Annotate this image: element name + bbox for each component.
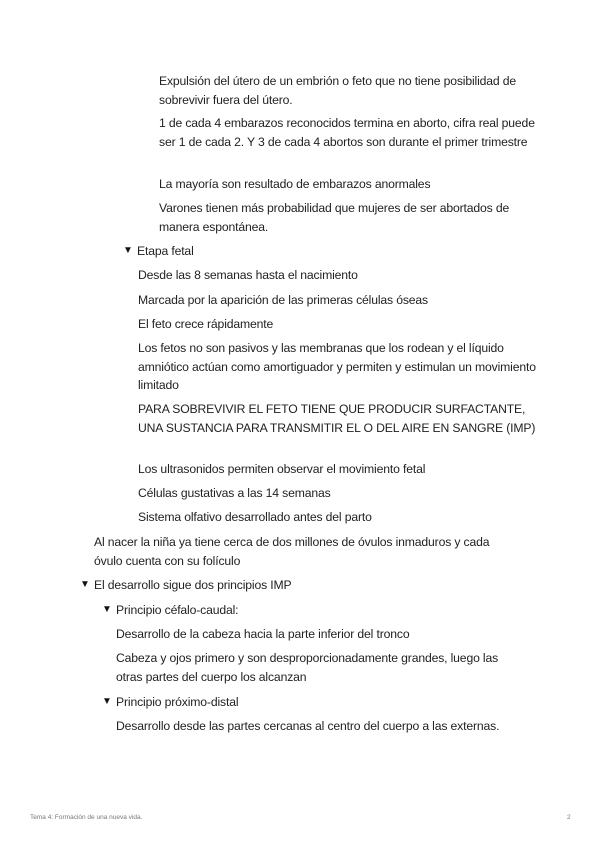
etapa-fetal-item-start: Desde las 8 semanas hasta el nacimiento [138, 268, 358, 282]
cefalo-caudal-heading[interactable]: Principio céfalo-caudal: [116, 603, 239, 617]
footer-page-number: 2 [567, 814, 571, 821]
etapa-fetal-heading[interactable]: Etapa fetal [137, 244, 194, 258]
principios-heading[interactable]: El desarrollo sigue dos principios IMP [94, 578, 292, 592]
etapa-fetal-item-growth: El feto crece rápidamente [138, 317, 274, 331]
cefalo-caudal-item-direction: Desarrollo de la cabeza hacia la parte inferior del tronco [116, 627, 410, 641]
proximo-distal-item-direction: Desarrollo desde las partes cercanas al centro del cuerpo a las externas. [116, 719, 500, 733]
ovulos-note: Al nacer la niña ya tiene cerca de dos millones de óvulos inmaduros y cada óvulo cuenta con su folículo [94, 535, 490, 568]
etapa-fetal-item-ultrasound: Los ultrasonidos permiten observar el movimiento fetal [138, 462, 426, 476]
etapa-fetal-toggle-icon[interactable]: ▼ [123, 245, 133, 256]
footer-doc-title: Tema 4: Formación de una nueva vida. [30, 814, 143, 821]
aborto-item-causes: La mayoría son resultado de embarazos anormales [159, 177, 431, 191]
etapa-fetal-item-taste: Células gustativas a las 14 semanas [138, 486, 331, 500]
principios-toggle-icon[interactable]: ▼ [80, 579, 90, 590]
etapa-fetal-item-movement: Los fetos no son pasivos y las membranas que los rodean y el líquido amniótico actúan como amortiguador y permiten y estimulan un movimiento limitado [138, 341, 536, 392]
proximo-distal-heading[interactable]: Principio próximo-distal [116, 695, 239, 709]
cefalo-caudal-toggle-icon[interactable]: ▼ [102, 604, 112, 615]
cefalo-caudal-item-head-eyes: Cabeza y ojos primero y son desproporcionadamente grandes, luego las otras partes del cuerpo los alcanzan [116, 651, 499, 684]
proximo-distal-toggle-icon[interactable]: ▼ [102, 696, 112, 707]
etapa-fetal-item-surfactant: PARA SOBREVIVIR EL FETO TIENE QUE PRODUCIR SURFACTANTE, UNA SUSTANCIA PARA TRANSMITIR EL O DEL AIRE EN SANGRE (IMP) [138, 402, 536, 435]
etapa-fetal-item-olfactory: Sistema olfativo desarrollado antes del parto [138, 510, 372, 524]
aborto-item-definition: Expulsión del útero de un embrión o feto que no tiene posibilidad de sobrevivir fuera del útero. [159, 74, 517, 107]
etapa-fetal-item-bone-cells: Marcada por la aparición de las primeras células óseas [138, 293, 428, 307]
aborto-item-statistics: 1 de cada 4 embarazos reconocidos termina en aborto, cifra real puede ser 1 de cada 2. Y 3 de cada 4 abortos son durante el primer trimestre [159, 116, 535, 149]
aborto-item-sex-difference: Varones tienen más probabilidad que mujeres de ser abortados de manera espontánea. [159, 201, 510, 234]
